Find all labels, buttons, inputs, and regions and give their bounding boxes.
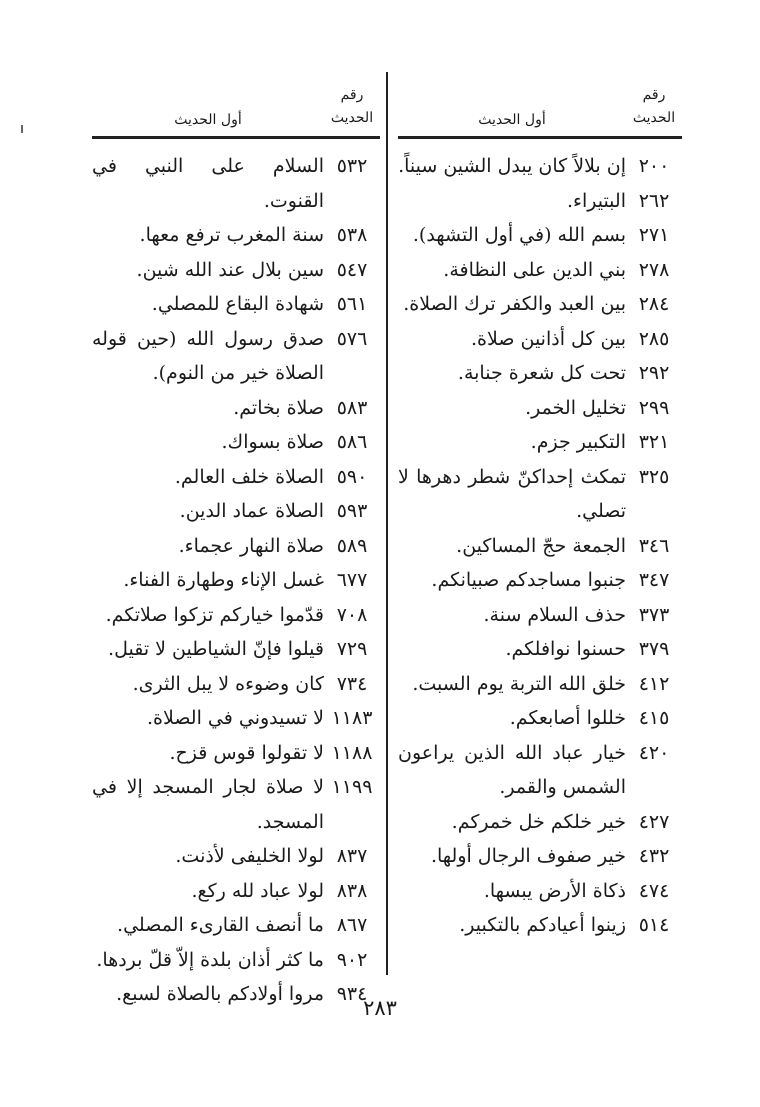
index-entry [92,322,380,391]
hadith-number: ١١٩٩ [331,776,373,798]
hadith-opening-text: خير خلكم خل خمركم. [451,810,626,833]
left-column-entries [92,149,380,1012]
hadith-opening-text: لا صلاة لجار المسجد إلا في المسجد. [92,776,324,833]
index-entry [92,839,380,874]
hadith-number: ٤١٢ [638,672,670,695]
hadith-opening-text: شهادة البقاع للمصلي. [151,293,324,315]
hadith-opening-text: صدق رسول الله (حين قوله الصلاة خير من النوم). [92,327,324,384]
hadith-number: ٤٢٠ [638,741,670,764]
index-entry [398,322,682,357]
hadith-number: ٧٣٤ [336,672,368,695]
hadith-opening-text: لولا الخليفى لأذنت. [175,845,324,867]
index-entry [92,908,380,943]
index-entry [398,529,682,564]
hadith-opening-text: تمكث إحداكنّ شطر دهرها لا تصلي. [398,465,626,522]
hadith-number: ٣٢١ [638,431,670,453]
index-entry [92,598,380,633]
hadith-number: ٣٤٦ [638,534,670,557]
index-entry [92,425,380,460]
index-entry [92,736,380,771]
hadith-opening-text: بين كل أذانين صلاة. [470,327,626,350]
hadith-number: ٨٣٨ [336,879,368,902]
hadith-opening-text: زينوا أعيادكم بالتكبير. [459,914,626,936]
hadith-number: ٦٧٧ [336,569,368,591]
index-entry [92,460,380,495]
index-entry [398,184,682,219]
text-column-heading: أول الحديث [478,112,546,128]
hadith-opening-text: صلاة بسواك. [221,431,324,453]
hadith-number: ٥٨٣ [336,396,368,419]
index-entry [92,563,380,598]
hadith-opening-text: الصلاة عماد الدين. [179,500,324,522]
right-column-entries [398,149,682,943]
hadith-number: ٥٦١ [336,293,368,315]
hadith-number: ٤٢٧ [638,810,670,833]
index-entry [92,770,380,839]
index-entry [398,908,682,943]
index-entry [92,391,380,426]
index-entry [398,632,682,667]
hadith-number: ٥٩٠ [336,465,368,488]
index-entry [92,494,380,529]
number-column-heading: رقم الحديث [330,87,374,126]
hadith-number: ٣٤٧ [638,569,670,591]
hadith-number: ٥٣٢ [336,155,368,177]
hadith-opening-text: مروا أولادكم بالصلاة لسبع. [116,983,324,1005]
hadith-opening-text: بين العبد والكفر ترك الصلاة. [403,293,626,315]
hadith-opening-text: قدّموا خياركم تزكوا صلاتكم. [105,603,324,626]
index-entry [92,149,380,218]
hadith-number: ٧٢٩ [336,638,368,660]
hadith-number: ٥٨٩ [336,534,368,557]
index-entry [398,805,682,840]
hadith-opening-text: ما أنصف القارىء المصلي. [117,914,324,936]
index-entry [92,943,380,978]
number-column-heading: رقم الحديث [632,87,676,126]
hadith-number: ٢٠٠ [638,155,670,177]
hadith-number: ٨٦٧ [336,914,368,936]
hadith-number: ٥٤٧ [336,258,368,281]
hadith-number: ٩٠٢ [336,948,368,971]
index-entry [398,736,682,805]
index-entry [398,425,682,460]
index-entry [398,218,682,253]
index-entry [92,977,380,1012]
hadith-opening-text: تحت كل شعرة جنابة. [457,362,626,384]
index-entry [398,874,682,909]
margin-mark [21,125,23,133]
hadith-opening-text: لولا عباد لله ركع. [191,879,324,902]
index-entry [92,253,380,288]
hadith-opening-text: إن بلالاً كان يبدل الشين سيناً. [398,155,626,177]
hadith-opening-text: حسنوا نوافلكم. [505,638,626,660]
hadith-opening-text: خيار عباد الله الذين يراعون الشمس والقمر. [398,741,626,798]
text-column-heading: أول الحديث [174,112,242,128]
index-entry [92,218,380,253]
left-column [92,78,380,1012]
hadith-number: ٤٧٤ [638,879,670,902]
hadith-opening-text: صلاة بخاتم. [233,396,324,419]
index-entry [398,563,682,598]
hadith-opening-text: السلام على النبي في القنوت. [92,155,324,212]
hadith-opening-text: سين بلال عند الله شين. [136,258,324,281]
index-entry [92,632,380,667]
hadith-opening-text: كان وضوءه لا يبل الثرى. [132,672,324,695]
hadith-opening-text: خللوا أصابعكم. [509,707,626,729]
hadith-number: ٢٩٩ [638,396,670,419]
index-entry [92,529,380,564]
hadith-number: ٣٧٩ [638,638,670,660]
hadith-opening-text: الصلاة خلف العالم. [174,465,324,488]
hadith-number: ٥١٤ [638,914,670,936]
right-column-header [398,78,682,139]
hadith-opening-text: ذكاة الأرض يبسها. [483,879,626,902]
hadith-opening-text: بني الدين على النظافة. [443,258,626,281]
hadith-number: ٥٨٦ [336,431,368,453]
hadith-number: ٥٧٦ [336,327,368,350]
column-divider [386,72,388,975]
index-entry [398,839,682,874]
hadith-number: ٤٣٢ [638,845,670,867]
hadith-number: ٢٨٥ [638,327,670,350]
hadith-opening-text: صلاة النهار عجماء. [178,534,324,557]
hadith-number: ٢٩٢ [638,362,670,384]
hadith-opening-text: لا تقولوا قوس قزح. [169,741,324,764]
hadith-number: ١١٨٣ [331,707,373,729]
index-entry [398,598,682,633]
index-entry [398,253,682,288]
index-entry [398,701,682,736]
index-entry [92,287,380,322]
hadith-number: ٣٧٣ [638,603,670,626]
index-entry [92,874,380,909]
index-entry [92,667,380,702]
hadith-number: ٨٣٧ [336,845,368,867]
index-entry [398,460,682,529]
hadith-opening-text: لا تسيدوني في الصلاة. [147,707,324,729]
hadith-number: ٩٣٤ [336,983,368,1005]
hadith-number: ٢٧٨ [638,258,670,281]
page-number: ٢٨٣ [363,996,397,1020]
hadith-number: ٧٠٨ [336,603,368,626]
hadith-opening-text: البتيراء. [566,189,626,212]
index-entry [92,701,380,736]
hadith-number: ٤١٥ [638,707,670,729]
hadith-number: ٢٨٤ [638,293,670,315]
hadith-number: ١١٨٨ [331,741,373,764]
hadith-number: ٣٢٥ [638,465,670,488]
hadith-opening-text: سنة المغرب ترفع معها. [139,224,324,246]
hadith-opening-text: جنبوا مساجدكم صبيانكم. [431,569,626,591]
hadith-number: ٢٧١ [638,224,670,246]
hadith-opening-text: الجمعة حجّ المساكين. [456,534,626,557]
hadith-opening-text: ما كثر أذان بلدة إلاّ قلّ بردها. [96,948,324,971]
hadith-opening-text: التكبير جزم. [530,431,626,453]
hadith-opening-text: تخليل الخمر. [525,396,626,419]
hadith-opening-text: خير صفوف الرجال أولها. [430,845,626,867]
index-entry [398,149,682,184]
right-column [398,78,682,943]
hadith-opening-text: خلق الله التربة يوم السبت. [412,672,626,695]
hadith-number: ٥٣٨ [336,224,368,246]
index-entry [398,287,682,322]
hadith-number: ٢٦٢ [638,189,670,212]
hadith-number: ٥٩٣ [336,500,368,522]
left-column-header [92,78,380,139]
hadith-opening-text: حذف السلام سنة. [483,603,626,626]
hadith-opening-text: بسم الله (في أول التشهد). [412,224,626,246]
hadith-opening-text: قيلوا فإنّ الشياطين لا تقيل. [108,638,324,660]
index-entry [398,356,682,391]
index-entry [398,391,682,426]
index-entry [398,667,682,702]
hadith-opening-text: غسل الإناء وطهارة الفناء. [123,569,324,591]
